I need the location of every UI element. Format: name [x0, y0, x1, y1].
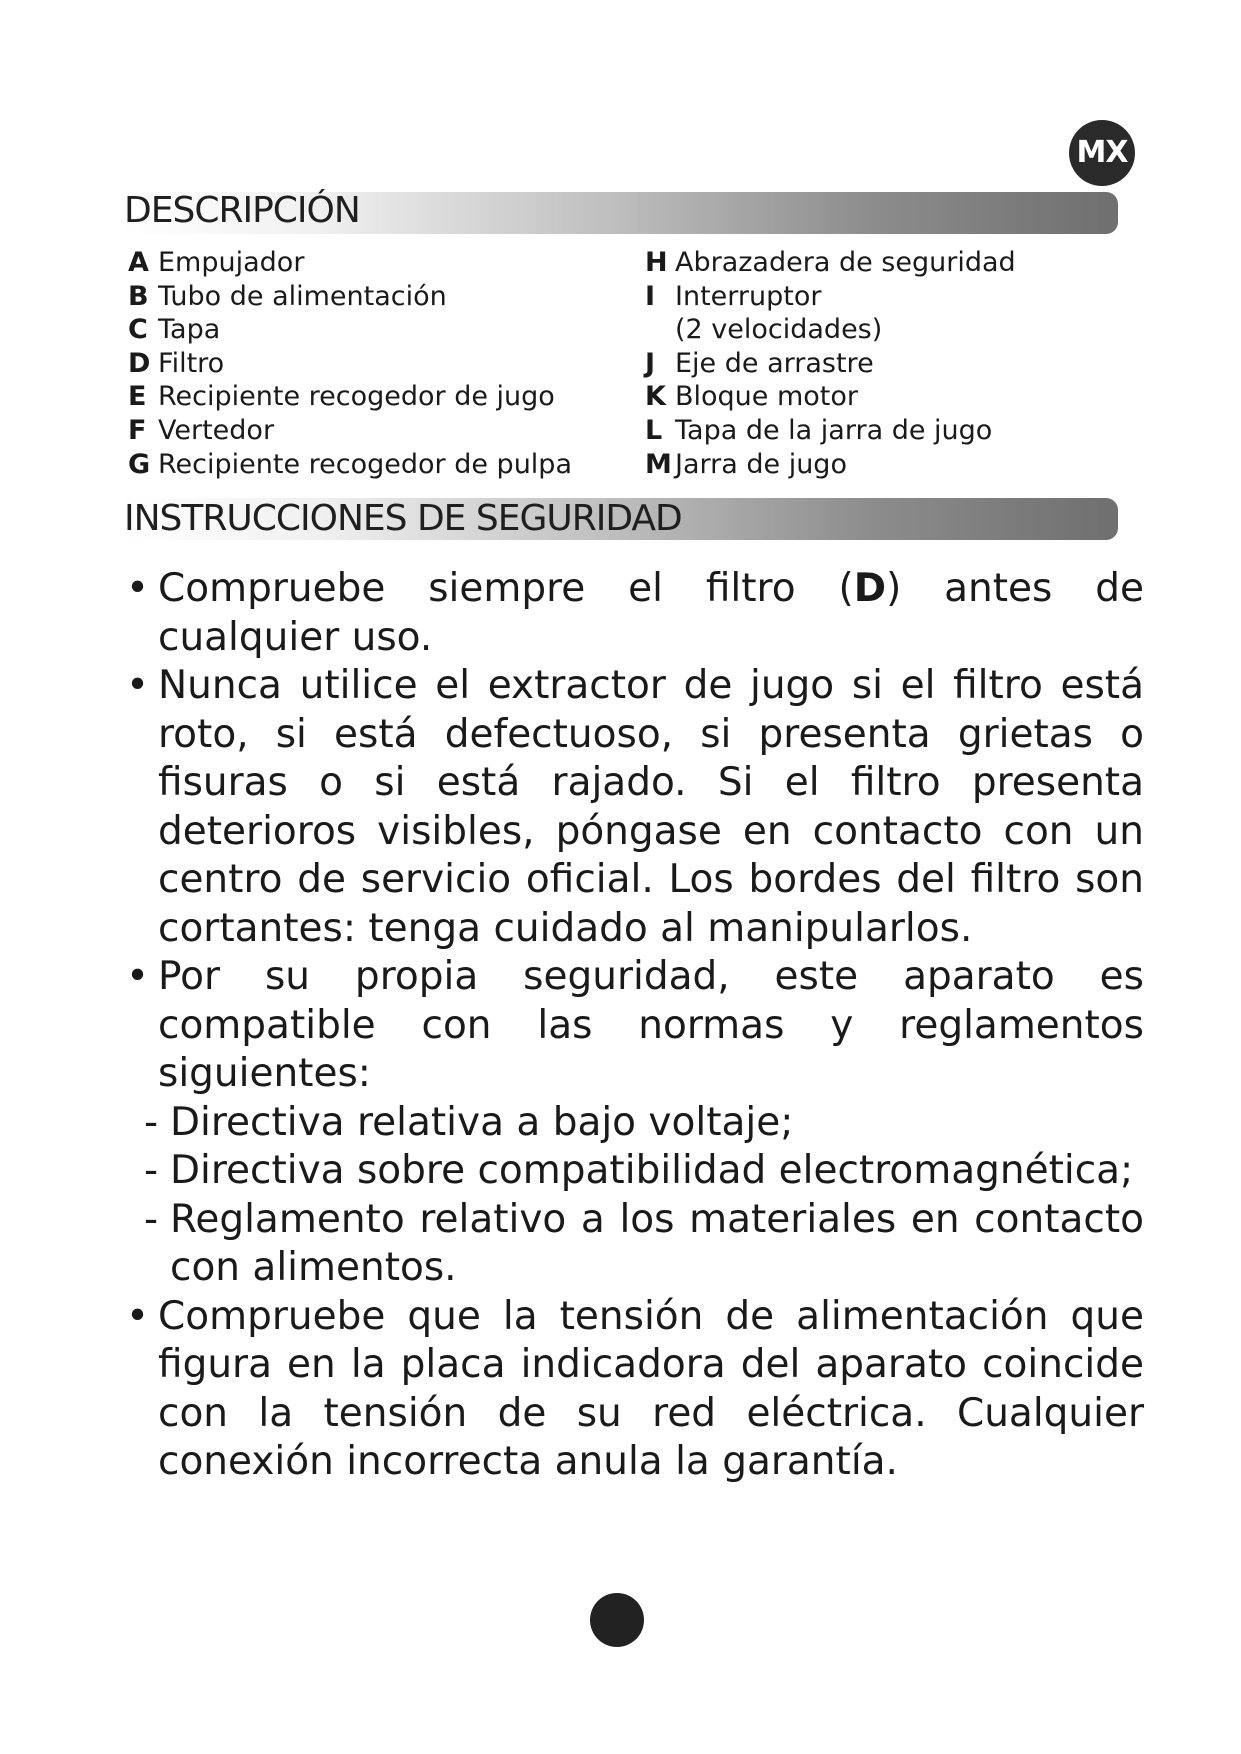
regulation-text: Directiva relativa a bajo voltaje;	[170, 1099, 794, 1145]
safety-text: Compruebe siempre el filtro (	[158, 566, 854, 611]
part-label: Tubo de alimentación	[158, 280, 447, 312]
safety-text: Por su propia seguridad, este aparato es compatible con las normas y reglamentos siguientes:	[158, 954, 1144, 1096]
part-letter: K	[645, 381, 666, 413]
part-label: Recipiente recogedor de pulpa	[158, 448, 572, 480]
dash-mark: -	[144, 1196, 159, 1242]
part-label: Vertedor	[158, 414, 275, 446]
part-letter: L	[645, 414, 663, 446]
dash-mark: -	[144, 1148, 159, 1193]
part-item	[128, 280, 572, 314]
part-letter: I	[645, 280, 656, 312]
regulation-item	[124, 1099, 1144, 1148]
part-label: (2 velocidades)	[675, 314, 883, 346]
section-title-description: DESCRIPCIÓN	[124, 190, 360, 231]
bullet: •	[126, 663, 150, 708]
part-letter: E	[128, 381, 147, 413]
safety-text: Nunca utilice el extractor de jugo si el filtro está roto, si está defectuoso, si presenta grietas o fisuras o si está rajado. Si el filtro presenta deterioros visibles, póngase en contacto con un centro de servicio oficial. Los bordes del filtro son cortantes: tenga cuidado al manipularlos.	[158, 663, 1144, 951]
part-item	[128, 347, 572, 381]
part-item	[645, 380, 1016, 414]
section-title-safety: INSTRUCCIONES DE SEGURIDAD	[124, 498, 682, 539]
part-letter: M	[645, 448, 672, 480]
part-letter: J	[645, 347, 656, 379]
safety-item	[124, 1293, 1144, 1487]
part-letter: D	[128, 347, 151, 379]
part-label: Empujador	[158, 247, 305, 278]
part-label: Filtro	[158, 347, 225, 379]
part-item	[128, 380, 572, 414]
part-letter: H	[645, 247, 668, 278]
part-item	[128, 414, 572, 448]
part-letter: A	[128, 247, 149, 278]
part-letter: B	[128, 280, 149, 312]
part-label: Interruptor	[675, 280, 822, 312]
part-label: Jarra de jugo	[675, 448, 847, 480]
part-label: Tapa de la jarra de jugo	[675, 414, 993, 446]
part-letter: C	[128, 314, 148, 346]
part-item	[645, 347, 1016, 381]
part-item	[645, 414, 1016, 448]
country-badge: MX	[1069, 120, 1135, 186]
part-label: Eje de arrastre	[675, 347, 874, 379]
parts-list-left	[128, 246, 572, 481]
safety-text: ) antes de cualquier uso.	[158, 566, 1145, 660]
part-reference: D	[853, 566, 887, 611]
part-letter: G	[128, 448, 151, 480]
safety-item	[124, 953, 1144, 1099]
safety-item	[124, 565, 1144, 662]
bullet: •	[126, 954, 150, 999]
regulation-text: Directiva sobre compatibilidad electromagnética;	[170, 1148, 1134, 1193]
bullet: •	[126, 1293, 150, 1339]
regulation-text: Reglamento relativo a los materiales en contacto con alimentos.	[170, 1196, 1144, 1290]
part-item	[645, 280, 1016, 314]
part-item	[128, 313, 572, 347]
part-item	[128, 246, 572, 280]
regulation-item	[124, 1196, 1144, 1293]
part-label: Tapa	[158, 314, 221, 346]
part-item	[128, 448, 572, 482]
part-label: Abrazadera de seguridad	[675, 247, 1016, 278]
part-item	[645, 246, 1016, 280]
parts-list-right	[645, 246, 1016, 481]
bullet: •	[126, 566, 150, 611]
dash-mark: -	[144, 1099, 159, 1145]
part-label: Recipiente recogedor de jugo	[158, 381, 555, 413]
part-item	[645, 448, 1016, 482]
safety-text: Compruebe que la tensión de alimentación que figura en la placa indicadora del aparato coincide con la tensión de su red eléctrica. Cualquier conexión incorrecta anula la garantía.	[158, 1293, 1144, 1484]
part-letter: F	[128, 414, 147, 446]
part-item	[645, 313, 1016, 347]
regulation-item	[124, 1147, 1144, 1196]
safety-instructions	[124, 565, 1144, 1487]
safety-item	[124, 662, 1144, 953]
part-label: Bloque motor	[675, 381, 859, 413]
page-marker-dot	[590, 1593, 644, 1647]
